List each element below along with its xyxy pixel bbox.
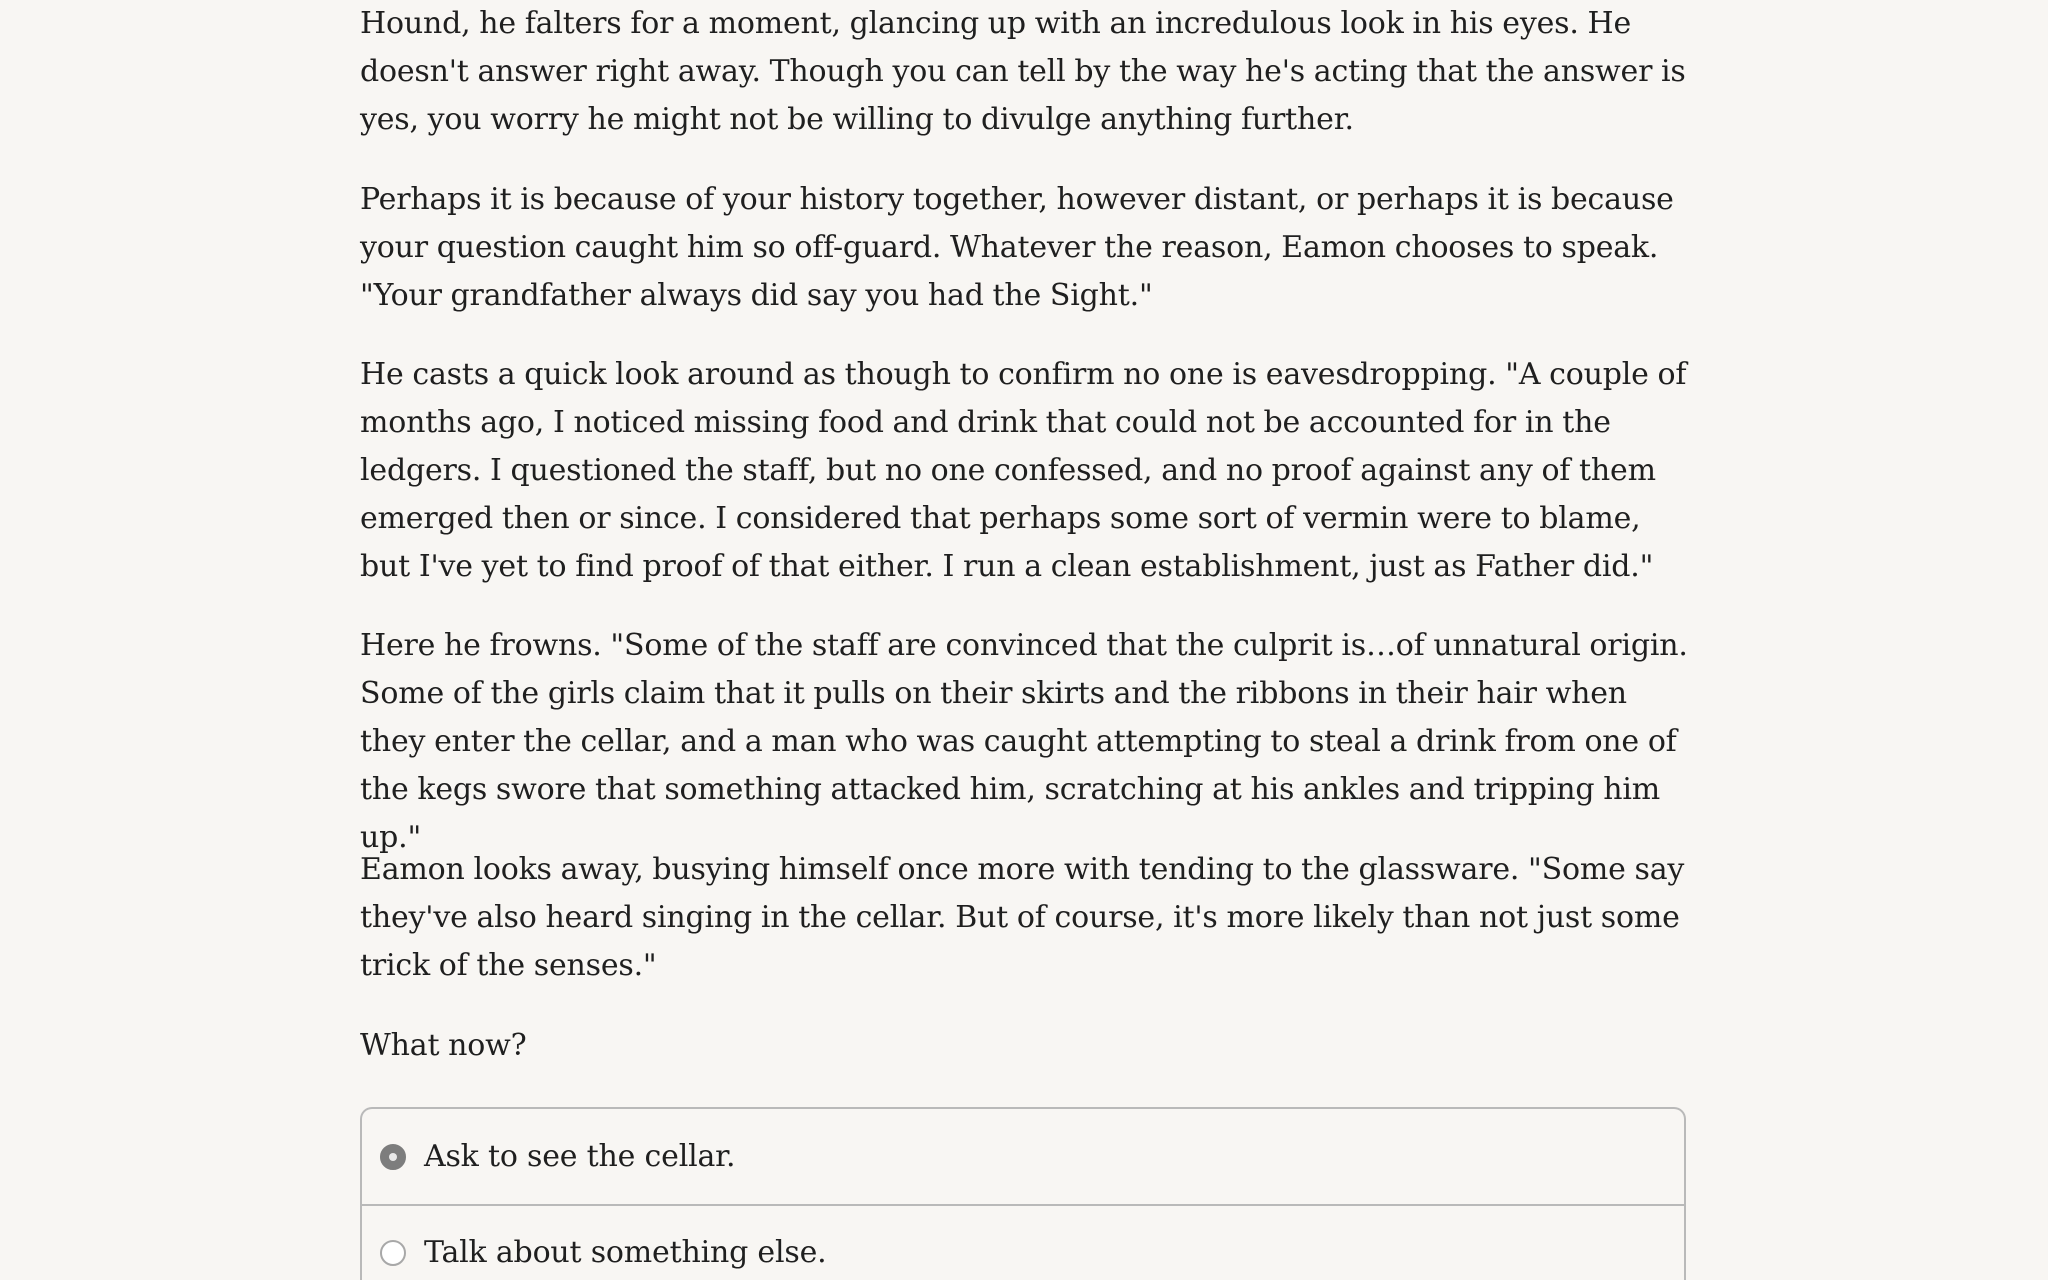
radio-dot-icon [389, 1153, 397, 1161]
choice-talk-about-something-else[interactable] [362, 1204, 1684, 1280]
story-paragraph: Eamon looks away, busying himself once more with tending to the glassware. "Some say they've also heard singing in the cellar. But of course, it's more likely than not just some trick of the senses." [360, 852, 1685, 983]
story-prompt: What now? [360, 1028, 527, 1063]
story-paragraph: Perhaps it is because of your history together, however distant, or perhaps it is because your question caught him so off-guard. Whatever the reason, Eamon chooses to speak. "Your grandfather always did say you had the Sight." [360, 182, 1674, 313]
radio-selected-icon[interactable] [380, 1144, 406, 1170]
choice-ask-to-see-cellar[interactable] [362, 1109, 1684, 1204]
story-paragraph: He casts a quick look around as though to confirm no one is eavesdropping. "A couple of months ago, I noticed missing food and drink that could not be accounted for in the ledgers. I questioned the staff, but no one confessed, and no proof against any of them emerged then or since. I considered that perhaps some sort of vermin were to blame, but I've yet to find proof of that either. I run a clean establishment, just as Father did." [360, 357, 1687, 584]
story-paragraph: Hound, he falters for a moment, glancing up with an incredulous look in his eyes. He doesn't answer right away. Though you can tell by the way he's acting that the answer is yes, you worry he might not be willing to divulge anything further. [360, 6, 1686, 137]
radio-unselected-icon[interactable] [380, 1240, 406, 1266]
story-paragraph: Here he frowns. "Some of the staff are convinced that the culprit is…of unnatural origin. Some of the girls claim that it pulls on their skirts and the ribbons in their hair when they enter the cellar, and a man who was caught attempting to steal a drink from one of the kegs swore that something attacked him, scratching at his ankles and tripping him up." [360, 628, 1688, 855]
choice-label: Ask to see the cellar. [424, 1138, 736, 1174]
choice-label: Talk about something else. [424, 1234, 827, 1270]
choice-list [360, 1107, 1686, 1280]
